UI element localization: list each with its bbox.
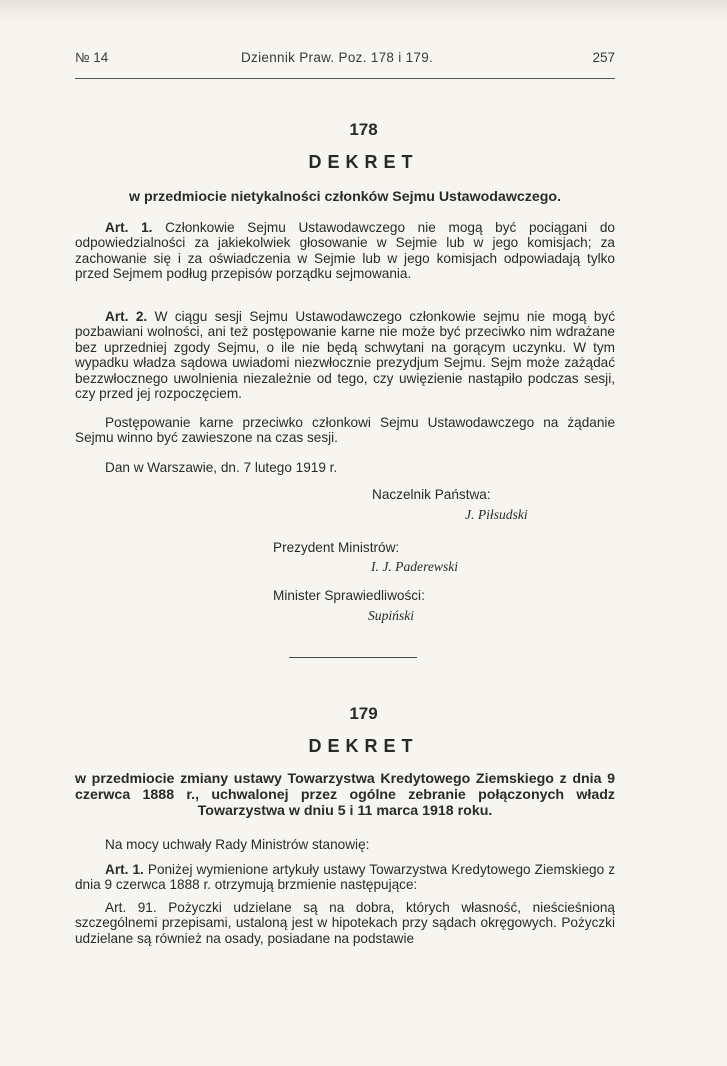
signature-role-justice-minister: Minister Sprawiedliwości: bbox=[273, 588, 425, 603]
decree-178-article-2-continued: Postępowanie karne przeciwko członkowi Sejmu Ustawodawczego na żądanie Sejmu winno być zawieszone na czas sesji. bbox=[75, 415, 615, 446]
article-label: Art. 1. bbox=[105, 862, 144, 877]
decree-179-title: DEKRET bbox=[308, 736, 419, 756]
decree-179-article-91 bbox=[75, 900, 615, 946]
decree-178-subtitle: w przedmiocie nietykalności członków Sejmu Ustawodawczego. bbox=[128, 189, 562, 205]
journal-title: Dziennik Praw. Poz. 178 i 179. bbox=[241, 50, 434, 65]
decree-178-number: 178 bbox=[349, 120, 378, 139]
signature-name-pilsudski: J. Piłsudski bbox=[465, 507, 528, 522]
issue-number: № 14 bbox=[75, 50, 109, 65]
decree-179-article-1 bbox=[75, 862, 615, 893]
signature-name-paderewski: I. J. Paderewski bbox=[371, 559, 459, 574]
page-number: 257 bbox=[592, 50, 615, 65]
signature-role-head-of-state: Naczelnik Państwa: bbox=[372, 487, 491, 502]
article-text: Członkowie Sejmu Ustawodawczego nie mogą być pociągani do odpowiedzialności za jakiekolwiek głosowanie w Sejmie lub w jego komisjach; za zachowanie się i za oświadczenia w Sejmie lub w jego komisjach odpowiadają tylko przed Sejmem podług przepisów porządku sejmowania. bbox=[75, 220, 615, 282]
decree-178-article-1 bbox=[75, 220, 615, 282]
header-rule bbox=[75, 78, 615, 79]
page-header bbox=[75, 50, 615, 70]
decree-179-subtitle: w przedmiocie zmiany ustawy Towarzystwa Kredytowego Ziemskiego z dnia 9 czerwca 1888 r., uchwalonej przez ogólne zebranie połączonych władz Towarzystwa w dniu 5 i 11 marca 1918 roku. bbox=[75, 771, 615, 819]
article-label: Art. 2. bbox=[105, 309, 148, 324]
decree-178-title: DEKRET bbox=[308, 152, 419, 172]
scan-edge bbox=[0, 0, 727, 22]
article-text: Pożyczki udzielane są na dobra, których własność, nieścieśnioną szczególnemi przepisami, ustaloną jest w hipotekach przy sądach okręgowych. Pożyczki udzielane są również na osady, posiadane na podstawie bbox=[75, 900, 615, 946]
decree-178-date-line: Dan w Warszawie, dn. 7 lutego 1919 r. bbox=[105, 460, 338, 475]
signature-role-prime-minister: Prezydent Ministrów: bbox=[273, 540, 400, 555]
article-text: Poniżej wymienione artykuły ustawy Towarzystwa Kredytowego Ziemskiego z dnia 9 czerwca 1888 r. otrzymują brzmienie następujące: bbox=[75, 862, 615, 893]
signature-name-supinski: Supiński bbox=[368, 608, 415, 623]
decree-178-article-2 bbox=[75, 309, 615, 401]
decree-179-intro: Na mocy uchwały Rady Ministrów stanowię: bbox=[105, 837, 370, 852]
section-divider bbox=[289, 657, 417, 658]
article-text: W ciągu sesji Sejmu Ustawodawczego członkowie sejmu nie mogą być pozbawiani wolności, ani też postępowanie karne nie może być przeciwko nim wdrażane bez uprzedniej zgody Sejmu, o ile nie będą schwytani na gorącym uczynku. W tym wypadku władza sądowa uwiadomi niezwłocznie prezydjum Sejmu. Sejm może zażądać bezzwłocznego uwolnienia niezależnie od tego, czy uwięzienie nastąpiło podczas sesji, czy przed jej rozpoczęciem. bbox=[75, 309, 615, 402]
article-label: Art. 91. bbox=[105, 900, 157, 915]
article-label: Art. 1. bbox=[105, 220, 153, 235]
decree-179-number: 179 bbox=[349, 704, 378, 723]
